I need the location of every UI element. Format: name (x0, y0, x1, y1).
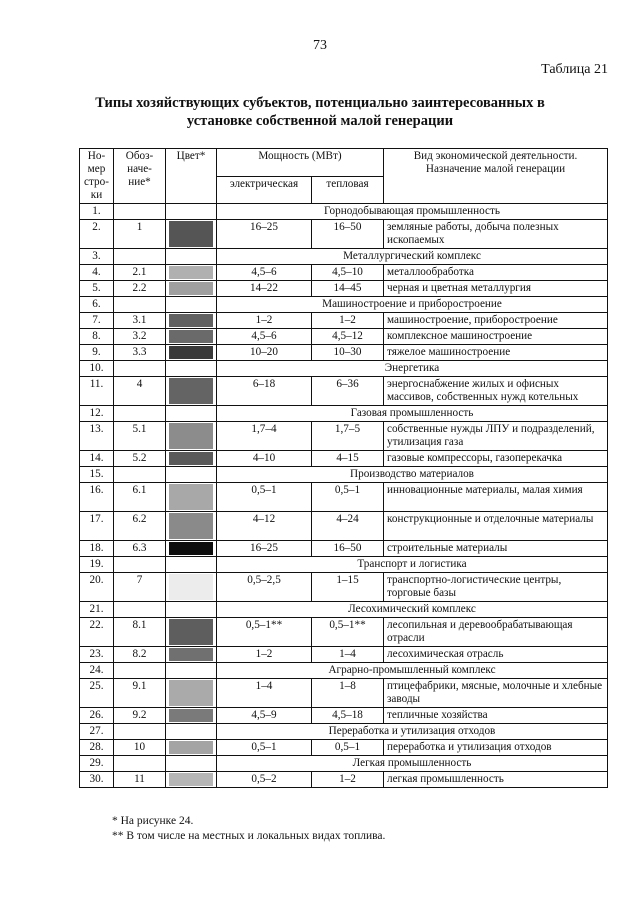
empty-cell (166, 406, 217, 422)
table-row (80, 740, 608, 756)
color-swatch-cell (166, 573, 217, 602)
section-row (80, 557, 608, 573)
thermal-power-cell: 4,5–10 (312, 265, 384, 281)
color-swatch (169, 574, 213, 600)
activity-cell: металлообработка (384, 265, 608, 281)
row-number: 11. (80, 377, 114, 406)
table-row (80, 647, 608, 663)
empty-cell (166, 724, 217, 740)
electric-power-cell: 14–22 (217, 281, 312, 297)
color-swatch (169, 709, 213, 722)
activity-cell: газовые компрессоры, газоперекачка (384, 451, 608, 467)
color-swatch (169, 513, 213, 539)
designation-cell: 2.2 (114, 281, 166, 297)
section-title: Аграрно-промышленный комплекс (217, 663, 608, 679)
table-row (80, 345, 608, 361)
empty-cell (114, 557, 166, 573)
color-swatch-cell (166, 329, 217, 345)
table-title: Типы хозяйствующих субъектов, потенциально заинтересованных в установке собственной малой генерации (95, 95, 545, 129)
designation-cell: 9.1 (114, 679, 166, 708)
electric-power-cell: 1–2 (217, 313, 312, 329)
row-number: 24. (80, 663, 114, 679)
activity-cell: черная и цветная металлургия (384, 281, 608, 297)
empty-cell (166, 467, 217, 483)
row-number: 10. (80, 361, 114, 377)
color-swatch-cell (166, 451, 217, 467)
activity-cell: лесопильная и деревообрабатывающая отрасли (384, 618, 608, 647)
row-number: 12. (80, 406, 114, 422)
empty-cell (114, 297, 166, 313)
electric-power-cell: 0,5–2 (217, 772, 312, 788)
row-number: 25. (80, 679, 114, 708)
row-number: 9. (80, 345, 114, 361)
designation-cell: 4 (114, 377, 166, 406)
thermal-power-cell: 4–15 (312, 451, 384, 467)
row-number: 29. (80, 756, 114, 772)
thermal-power-cell: 1–2 (312, 772, 384, 788)
thermal-power-cell: 0,5–1** (312, 618, 384, 647)
row-number: 21. (80, 602, 114, 618)
color-swatch (169, 542, 213, 555)
table-row (80, 512, 608, 541)
electric-power-cell: 0,5–1 (217, 483, 312, 512)
activity-cell: инновационные материалы, малая химия (384, 483, 608, 512)
electric-power-cell: 16–25 (217, 541, 312, 557)
empty-cell (114, 204, 166, 220)
section-title: Транспорт и логистика (217, 557, 608, 573)
electric-power-cell: 4,5–6 (217, 329, 312, 345)
empty-cell (166, 297, 217, 313)
electric-power-cell: 10–20 (217, 345, 312, 361)
row-number: 3. (80, 249, 114, 265)
electric-power-cell: 1–4 (217, 679, 312, 708)
empty-cell (114, 756, 166, 772)
table-label: Таблица 21 (541, 62, 608, 77)
color-swatch-cell (166, 313, 217, 329)
thermal-power-cell: 1–8 (312, 679, 384, 708)
color-swatch (169, 346, 213, 359)
color-swatch-cell (166, 377, 217, 406)
table-row (80, 281, 608, 297)
activity-cell: конструкционные и отделочные материалы (384, 512, 608, 541)
thermal-power-cell: 6–36 (312, 377, 384, 406)
color-swatch (169, 314, 213, 327)
activity-cell: тяжелое машиностроение (384, 345, 608, 361)
row-number: 27. (80, 724, 114, 740)
empty-cell (114, 602, 166, 618)
color-swatch (169, 423, 213, 449)
color-swatch (169, 741, 213, 754)
empty-cell (114, 724, 166, 740)
electric-power-cell: 4,5–6 (217, 265, 312, 281)
designation-cell: 5.1 (114, 422, 166, 451)
empty-cell (166, 249, 217, 265)
table-row (80, 483, 608, 512)
section-title: Лесохимический комплекс (217, 602, 608, 618)
color-swatch (169, 266, 213, 279)
designation-cell: 9.2 (114, 708, 166, 724)
row-number: 23. (80, 647, 114, 663)
designation-cell: 5.2 (114, 451, 166, 467)
color-swatch (169, 680, 213, 706)
table-row (80, 377, 608, 406)
thermal-power-cell: 1,7–5 (312, 422, 384, 451)
thermal-power-cell: 0,5–1 (312, 740, 384, 756)
color-swatch-cell (166, 541, 217, 557)
section-title: Газовая промышленность (217, 406, 608, 422)
electric-power-cell: 4–12 (217, 512, 312, 541)
activity-cell: транспортно-логистические центры, торговые базы (384, 573, 608, 602)
thermal-power-cell: 14–45 (312, 281, 384, 297)
thermal-power-cell: 16–50 (312, 541, 384, 557)
thermal-power-cell: 4,5–18 (312, 708, 384, 724)
row-number: 16. (80, 483, 114, 512)
color-swatch (169, 221, 213, 247)
data-table (79, 148, 608, 788)
thermal-power-cell: 16–50 (312, 220, 384, 249)
page-number: 73 (313, 38, 327, 53)
color-swatch-cell (166, 220, 217, 249)
section-title: Металлургический комплекс (217, 249, 608, 265)
designation-cell: 3.2 (114, 329, 166, 345)
row-number: 26. (80, 708, 114, 724)
row-number: 4. (80, 265, 114, 281)
activity-cell: собственные нужды ЛПУ и подразделений, утилизация газа (384, 422, 608, 451)
color-swatch-cell (166, 679, 217, 708)
row-number: 8. (80, 329, 114, 345)
row-number: 15. (80, 467, 114, 483)
section-title: Энергетика (217, 361, 608, 377)
color-swatch (169, 648, 213, 661)
activity-cell: тепличные хозяйства (384, 708, 608, 724)
empty-cell (114, 663, 166, 679)
thermal-power-cell: 4,5–12 (312, 329, 384, 345)
empty-cell (166, 361, 217, 377)
empty-cell (166, 557, 217, 573)
table-row (80, 422, 608, 451)
row-number: 19. (80, 557, 114, 573)
table-row (80, 541, 608, 557)
row-number: 1. (80, 204, 114, 220)
header-electric: электрическая (217, 176, 312, 204)
color-swatch (169, 282, 213, 295)
row-number: 13. (80, 422, 114, 451)
thermal-power-cell: 1–4 (312, 647, 384, 663)
designation-cell: 10 (114, 740, 166, 756)
row-number: 7. (80, 313, 114, 329)
row-number: 5. (80, 281, 114, 297)
header-color: Цвет* (166, 149, 217, 204)
activity-cell: переработка и утилизация отходов (384, 740, 608, 756)
section-title: Производство материалов (217, 467, 608, 483)
designation-cell: 2.1 (114, 265, 166, 281)
empty-cell (114, 249, 166, 265)
color-swatch-cell (166, 772, 217, 788)
section-row (80, 756, 608, 772)
section-row (80, 204, 608, 220)
color-swatch (169, 378, 213, 404)
color-swatch-cell (166, 618, 217, 647)
section-title: Переработка и утилизация отходов (217, 724, 608, 740)
table-body (80, 204, 608, 788)
electric-power-cell: 1–2 (217, 647, 312, 663)
designation-cell: 11 (114, 772, 166, 788)
designation-cell: 1 (114, 220, 166, 249)
activity-cell: земляные работы, добыча полезных ископаемых (384, 220, 608, 249)
color-swatch-cell (166, 345, 217, 361)
designation-cell: 6.1 (114, 483, 166, 512)
color-swatch-cell (166, 265, 217, 281)
section-title: Горнодобывающая промышленность (217, 204, 608, 220)
section-row (80, 249, 608, 265)
electric-power-cell: 16–25 (217, 220, 312, 249)
designation-cell: 6.2 (114, 512, 166, 541)
section-row (80, 361, 608, 377)
table-row (80, 679, 608, 708)
electric-power-cell: 0,5–1 (217, 740, 312, 756)
color-swatch-cell (166, 512, 217, 541)
footnote: * На рисунке 24. (112, 815, 194, 827)
section-row (80, 297, 608, 313)
section-title: Легкая промышленность (217, 756, 608, 772)
table-row (80, 618, 608, 647)
empty-cell (166, 756, 217, 772)
activity-cell: строительные материалы (384, 541, 608, 557)
empty-cell (114, 361, 166, 377)
color-swatch-cell (166, 483, 217, 512)
color-swatch (169, 773, 213, 786)
activity-cell: машиностроение, приборостроение (384, 313, 608, 329)
section-title: Машиностроение и приборостроение (217, 297, 608, 313)
section-row (80, 467, 608, 483)
header-num: Но-мер стро-ки (80, 149, 114, 204)
table-row (80, 220, 608, 249)
electric-power-cell: 0,5–2,5 (217, 573, 312, 602)
thermal-power-cell: 0,5–1 (312, 483, 384, 512)
thermal-power-cell: 4–24 (312, 512, 384, 541)
table-row (80, 313, 608, 329)
color-swatch (169, 619, 213, 645)
table-row (80, 772, 608, 788)
row-number: 14. (80, 451, 114, 467)
row-number: 17. (80, 512, 114, 541)
row-number: 28. (80, 740, 114, 756)
empty-cell (166, 204, 217, 220)
thermal-power-cell: 10–30 (312, 345, 384, 361)
table-row (80, 451, 608, 467)
color-swatch-cell (166, 647, 217, 663)
row-number: 6. (80, 297, 114, 313)
row-number: 18. (80, 541, 114, 557)
empty-cell (114, 406, 166, 422)
designation-cell: 6.3 (114, 541, 166, 557)
designation-cell: 8.2 (114, 647, 166, 663)
designation-cell: 8.1 (114, 618, 166, 647)
color-swatch-cell (166, 422, 217, 451)
row-number: 22. (80, 618, 114, 647)
thermal-power-cell: 1–15 (312, 573, 384, 602)
table-row (80, 265, 608, 281)
section-row (80, 406, 608, 422)
electric-power-cell: 1,7–4 (217, 422, 312, 451)
activity-cell: легкая промышленность (384, 772, 608, 788)
header-activity: Вид экономической деятельности. Назначение малой генерации (384, 149, 608, 204)
designation-cell: 3.3 (114, 345, 166, 361)
empty-cell (114, 467, 166, 483)
activity-cell: птицефабрики, мясные, молочные и хлебные заводы (384, 679, 608, 708)
footnote: ** В том числе на местных и локальных видах топлива. (112, 830, 386, 842)
table-row (80, 708, 608, 724)
empty-cell (166, 663, 217, 679)
electric-power-cell: 0,5–1** (217, 618, 312, 647)
empty-cell (166, 602, 217, 618)
designation-cell: 3.1 (114, 313, 166, 329)
electric-power-cell: 4–10 (217, 451, 312, 467)
color-swatch-cell (166, 708, 217, 724)
table-row (80, 573, 608, 602)
section-row (80, 663, 608, 679)
electric-power-cell: 6–18 (217, 377, 312, 406)
footnotes (112, 814, 385, 844)
color-swatch-cell (166, 740, 217, 756)
thermal-power-cell: 1–2 (312, 313, 384, 329)
color-swatch (169, 330, 213, 343)
activity-cell: лесохимическая отрасль (384, 647, 608, 663)
activity-cell: комплексное машиностроение (384, 329, 608, 345)
row-number: 20. (80, 573, 114, 602)
section-row (80, 724, 608, 740)
header-code: Обоз-наче-ние* (114, 149, 166, 204)
designation-cell: 7 (114, 573, 166, 602)
header-thermal: тепловая (312, 176, 384, 204)
table-row (80, 329, 608, 345)
section-row (80, 602, 608, 618)
color-swatch (169, 484, 213, 510)
activity-cell: энергоснабжение жилых и офисных массивов, собственных нужд котельных (384, 377, 608, 406)
color-swatch (169, 452, 213, 465)
electric-power-cell: 4,5–9 (217, 708, 312, 724)
row-number: 30. (80, 772, 114, 788)
row-number: 2. (80, 220, 114, 249)
color-swatch-cell (166, 281, 217, 297)
header-power: Мощность (МВт) (217, 149, 384, 177)
